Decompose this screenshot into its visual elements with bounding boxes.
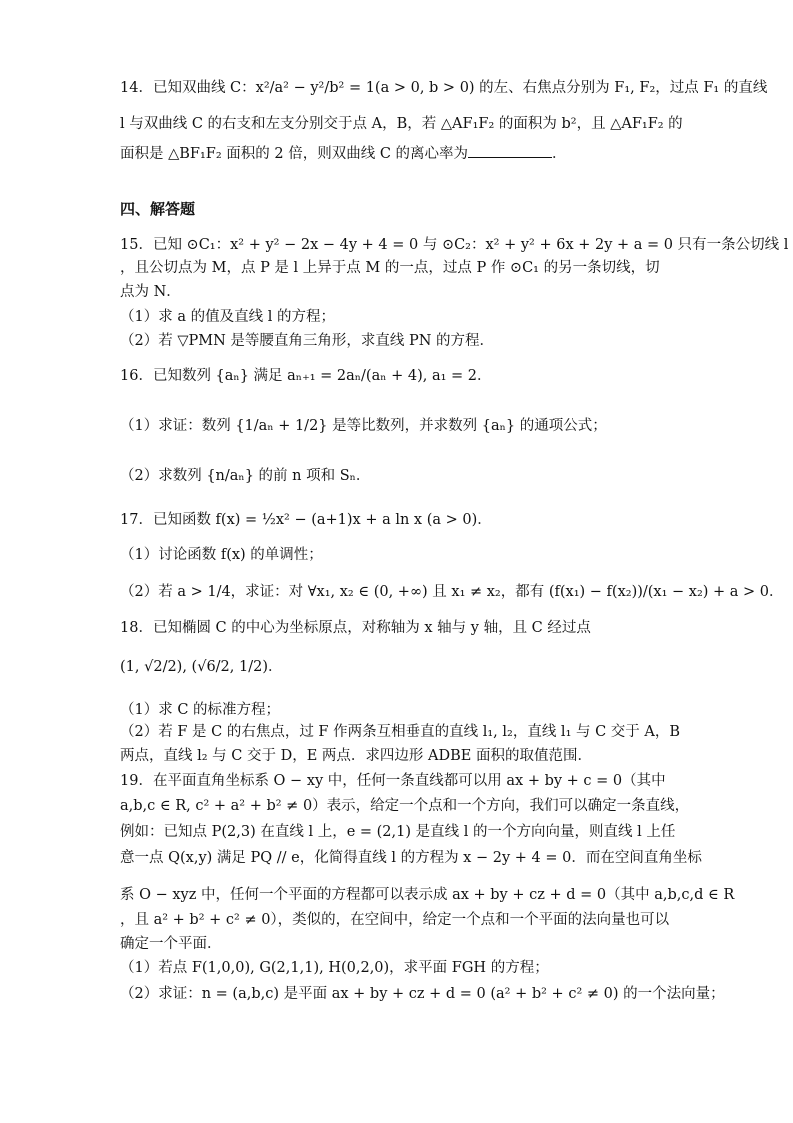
p16-line1: 16．已知数列 {aₙ} 满足 aₙ₊₁ = 2aₙ/(aₙ + 4), a₁ = 2． (120, 368, 492, 384)
p18-line2: (1, √2/2), (√6/2, 1/2)． (120, 659, 283, 675)
answer-blank (468, 143, 552, 158)
p15-line3: 点为 N． (120, 284, 181, 300)
p18-q2a: （2）若 F 是 C 的右焦点，过 F 作两条互相垂直的直线 l₁, l₂，直线 l₁ 与 C 交于 A，B (120, 724, 681, 740)
p15-line2: ，且公切点为 M，点 P 是 l 上异于点 M 的一点，过点 P 作 ⊙C₁ 的另一条切线，切 (120, 260, 660, 276)
p15-q2: （2）若 ▽PMN 是等腰直角三角形，求直线 PN 的方程． (120, 333, 495, 349)
p19-q2: （2）求证：n = (a,b,c) 是平面 ax + by + cz + d = 0 (a² + b² + c² ≠ 0) 的一个法向量； (120, 986, 725, 1002)
p15-line1: 15．已知 ⊙C₁：x² + y² − 2x − 4y + 4 = 0 与 ⊙C₂：x² + y² + 6x + 2y + a = 0 只有一条公切线 l (120, 237, 789, 253)
p18-q1: （1）求 C 的标准方程； (120, 702, 281, 718)
p19-line6: ，且 a² + b² + c² ≠ 0），类似的，在空间中，给定一个点和一个平面的法向量也可以 (120, 912, 670, 928)
p16-q2: （2）求数列 {n/aₙ} 的前 n 项和 Sₙ． (120, 468, 371, 484)
section-title: 四、解答题 (120, 200, 196, 218)
p17-line1: 17．已知函数 f(x) = ½x² − (a+1)x + a ln x (a > 0)． (120, 512, 492, 528)
p19-line5: 系 O − xyz 中，任何一个平面的方程都可以表示成 ax + by + cz + d = 0（其中 a,b,c,d ∈ R (120, 887, 735, 903)
p14-line3: 面积是 △BF₁F₂ 面积的 2 倍，则双曲线 C 的离心率为 ． (120, 143, 680, 164)
p19-q1: （1）若点 F(1,0,0), G(2,1,1), H(0,2,0)，求平面 FGH 的方程； (120, 960, 549, 976)
p15-q1: （1）求 a 的值及直线 l 的方程； (120, 309, 335, 325)
p17-q2: （2）若 a > 1/4，求证：对 ∀x₁, x₂ ∈ (0, +∞) 且 x₁ ≠ x₂，都有 (f(x₁) − f(x₂))/(x₁ − x₂) + a > 0． (120, 584, 784, 600)
p14-line3-text: 面积是 △BF₁F₂ 面积的 2 倍，则双曲线 C 的离心率为 (120, 146, 469, 162)
p14-line2: l 与双曲线 C 的右支和左支分别交于点 A，B，若 △AF₁F₂ 的面积为 b²，且 △AF₁F₂ 的 (120, 116, 683, 132)
p17-q1: （1）讨论函数 f(x) 的单调性； (120, 547, 323, 563)
p14-line1: 14．已知双曲线 C：x²/a² − y²/b² = 1(a > 0, b > 0) 的左、右焦点分别为 F₁, F₂，过点 F₁ 的直线 (120, 80, 768, 96)
p18-q2b: 两点，直线 l₂ 与 C 交于 D，E 两点．求四边形 ADBE 面积的取值范围． (120, 748, 592, 764)
p19-line2: a,b,c ∈ R, c² + a² + b² ≠ 0）表示，给定一个点和一个方向，我们可以确定一条直线， (120, 798, 690, 814)
p19-line1: 19．在平面直角坐标系 O − xy 中，任何一条直线都可以用 ax + by + c = 0（其中 (120, 773, 666, 789)
p19-line3: 例如：已知点 P(2,3) 在直线 l 上，e = (2,1) 是直线 l 的一个方向向量，则直线 l 上任 (120, 824, 676, 840)
p19-line4: 意一点 Q(x,y) 满足 PQ // e，化简得直线 l 的方程为 x − 2y + 4 = 0．而在空间直角坐标 (120, 850, 702, 866)
p18-line1: 18．已知椭圆 C 的中心为坐标原点，对称轴为 x 轴与 y 轴，且 C 经过点 (120, 620, 591, 636)
p19-line7: 确定一个平面． (120, 936, 222, 952)
p16-q1: （1）求证：数列 {1/aₙ + 1/2} 是等比数列，并求数列 {aₙ} 的通项公式； (120, 418, 607, 434)
